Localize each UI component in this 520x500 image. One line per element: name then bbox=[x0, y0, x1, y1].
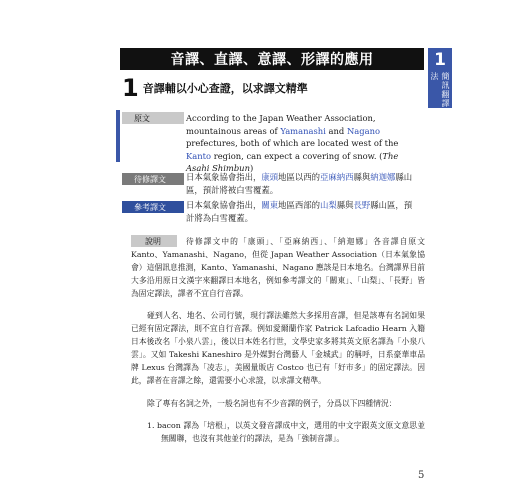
original-text-part: region, can expect a covering of snow. ( bbox=[211, 150, 383, 161]
pending-translation-label: 待修譯文 bbox=[122, 173, 184, 185]
pending-text-part: 地區以西的 bbox=[278, 172, 320, 182]
body-paragraph-common-nouns: 除了專有名詞之外，一般名詞也有不少音譯的例子，分爲以下四種情況： bbox=[147, 399, 397, 408]
original-text-part: ) bbox=[249, 163, 254, 174]
section-number: 1 bbox=[122, 74, 139, 102]
chapter-title-bar bbox=[120, 48, 424, 70]
place-name: Kanto bbox=[186, 150, 212, 161]
source-citation: The Asahi Shimbun bbox=[186, 150, 399, 174]
chapter-title: 音譯、直譯、意譯、形譯的應用 bbox=[170, 52, 374, 68]
pending-text-part: 縣山區，預計將被白雪覆蓋。 bbox=[186, 172, 413, 195]
reference-text-part: 縣山區，預計將為白雪覆蓋。 bbox=[186, 200, 413, 223]
place-name: 康頭 bbox=[261, 172, 279, 182]
original-accent-bar bbox=[116, 110, 120, 162]
explanation-paragraph-text: 待修譯文中的「康頭」、「亞麻納西」、「納迦娜」各音譯自原文 Kanto、Yamanashi、Nagano，但從 Japan Weather Association（日本氣象協會）這個訊息推測，Kanto、Yamanashi、Nagano 應該是日本地名。台灣譯界目前大多沿用原日文漢字來翻譯日本地名，例如參考譯文的「關東」、「山梨」、「長野」皆為固定譯法，譯者不宜自行音譯。 bbox=[131, 237, 425, 298]
original-text-part: According to the Japan Weather Association, mountainous areas of bbox=[186, 113, 376, 136]
pending-translation-text bbox=[186, 171, 420, 196]
place-name: 山梨 bbox=[320, 200, 337, 210]
page-number: 5 bbox=[418, 470, 425, 481]
place-name: 納迦娜 bbox=[370, 172, 396, 182]
original-text-part: prefectures, both of which are located west of the bbox=[186, 138, 399, 149]
explanation-label: 說明 bbox=[131, 235, 177, 247]
body-paragraph-proper-nouns: 碰到人名、地名、公司行號，現行譯法雖然大多採用音譯，但是該專有名詞如果已經有固定譯法，則不宜自行音譯。例如愛爾蘭作家 Patrick Lafcadio Hearn 入籍日本後改名「小泉八雲」，後以日本姓名行世，文學史家多將其英文原名譯為「小泉八雲」。又如 Takeshi Kaneshiro 是外媒對台灣藝人「金城武」的稱呼，日系豪華車品牌 Lexus 台灣譯為「凌志」，美國量販店 Costco 也已有「好市多」的固定譯法。因此，譯者在音譯之餘，還需要小心求證，以求譯文精準。 bbox=[131, 311, 425, 385]
reference-translation-text bbox=[186, 199, 420, 224]
chapter-side-tab bbox=[428, 48, 452, 108]
section-heading bbox=[122, 74, 308, 102]
chapter-number: 1 bbox=[434, 50, 446, 70]
original-text bbox=[186, 112, 420, 175]
reference-text-part: 縣與 bbox=[336, 200, 354, 210]
place-name: 關東 bbox=[261, 200, 279, 210]
place-name: Yamanashi bbox=[280, 125, 326, 136]
section-heading-text: 音譯輔以小心查證，以求譯文精準 bbox=[142, 82, 308, 95]
place-name: 亞麻納西 bbox=[320, 172, 354, 182]
reference-text-part: 日本氣象協會指出， bbox=[186, 200, 262, 210]
reference-text-part: 地區西部的 bbox=[278, 200, 320, 210]
pending-text-part: 日本氣象協會指出， bbox=[186, 172, 262, 182]
explanation-paragraph bbox=[131, 235, 425, 300]
original-label: 原文 bbox=[122, 112, 184, 124]
list-item-bacon: 1. bacon 譯為「培根」，以英文發音譯成中文，選用的中文字跟英文原文意思並無關聯，也沒有其他並行的譯法，是為「強制音譯」。 bbox=[147, 421, 425, 443]
place-name: Nagano bbox=[346, 125, 381, 136]
original-text-part: and bbox=[325, 125, 347, 136]
chapter-side-label: 簡訊翻譯法 bbox=[430, 72, 450, 108]
pending-text-part: 縣與 bbox=[353, 172, 371, 182]
reference-translation-label: 參考譯文 bbox=[122, 201, 184, 213]
place-name: 長野 bbox=[353, 200, 371, 210]
